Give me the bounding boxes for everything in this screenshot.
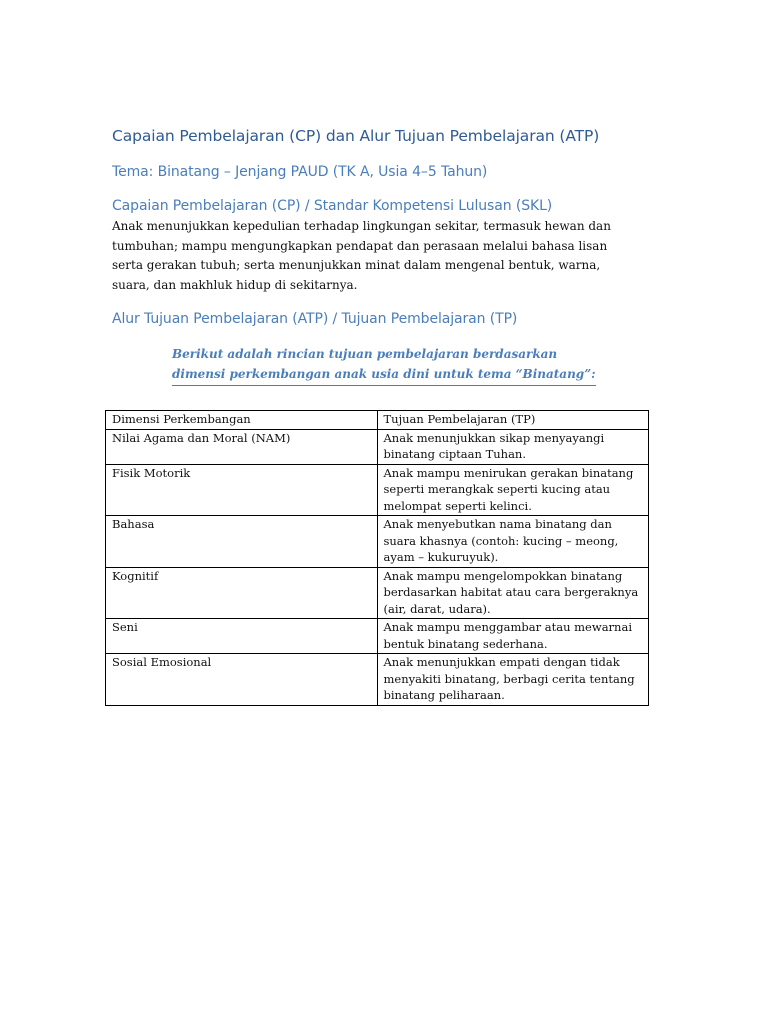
cp-heading: Capaian Pembelajaran (CP) / Standar Kompetensi Lulusan (SKL) bbox=[112, 198, 553, 214]
learning-goals-table bbox=[105, 410, 649, 706]
document-title: Capaian Pembelajaran (CP) dan Alur Tujuan Pembelajaran (ATP) bbox=[112, 127, 600, 145]
cp-paragraph: Anak menunjukkan kepedulian terhadap lingkungan sekitar, termasuk hewan dan tumbuhan; mampu mengungkapkan pendapat dan perasaan melalui bahasa lisan serta gerakan tubuh; serta menunjukkan minat dalam mengenal bentuk, warna, suara, dan makhluk hidup di sekitarnya. bbox=[112, 219, 611, 292]
cell-dimension: Nilai Agama dan Moral (NAM) bbox=[106, 429, 378, 464]
header-dimension: Dimensi Perkembangan bbox=[106, 411, 378, 430]
table-row bbox=[106, 619, 649, 654]
atp-heading: Alur Tujuan Pembelajaran (ATP) / Tujuan Pembelajaran (TP) bbox=[112, 311, 518, 327]
cell-goal: Anak mampu menggambar atau mewarnai bentuk binatang sederhana. bbox=[377, 619, 649, 654]
header-goal: Tujuan Pembelajaran (TP) bbox=[377, 411, 649, 430]
table-row bbox=[106, 654, 649, 706]
table-row bbox=[106, 464, 649, 516]
cell-goal: Anak mampu menirukan gerakan binatang seperti merangkak seperti kucing atau melompat seperti kelinci. bbox=[377, 464, 649, 516]
table-row bbox=[106, 516, 649, 568]
intro-quote: Berikut adalah rincian tujuan pembelajaran berdasarkan dimensi perkembangan anak usia dini untuk tema “Binatang”: bbox=[172, 344, 596, 386]
document-page bbox=[112, 126, 652, 386]
cell-dimension: Fisik Motorik bbox=[106, 464, 378, 516]
cell-goal: Anak menunjukkan sikap menyayangi binatang ciptaan Tuhan. bbox=[377, 429, 649, 464]
table-header-row bbox=[106, 411, 649, 430]
cell-dimension: Bahasa bbox=[106, 516, 378, 568]
cell-dimension: Kognitif bbox=[106, 567, 378, 619]
table-row bbox=[106, 429, 649, 464]
cell-dimension: Seni bbox=[106, 619, 378, 654]
cell-goal: Anak menyebutkan nama binatang dan suara khasnya (contoh: kucing – meong, ayam – kukuruyuk). bbox=[377, 516, 649, 568]
theme-heading: Tema: Binatang – Jenjang PAUD (TK A, Usia 4–5 Tahun) bbox=[112, 164, 488, 180]
cell-dimension: Sosial Emosional bbox=[106, 654, 378, 706]
table-row bbox=[106, 567, 649, 619]
cell-goal: Anak mampu mengelompokkan binatang berdasarkan habitat atau cara bergeraknya (air, darat, udara). bbox=[377, 567, 649, 619]
cell-goal: Anak menunjukkan empati dengan tidak menyakiti binatang, berbagi cerita tentang binatang peliharaan. bbox=[377, 654, 649, 706]
